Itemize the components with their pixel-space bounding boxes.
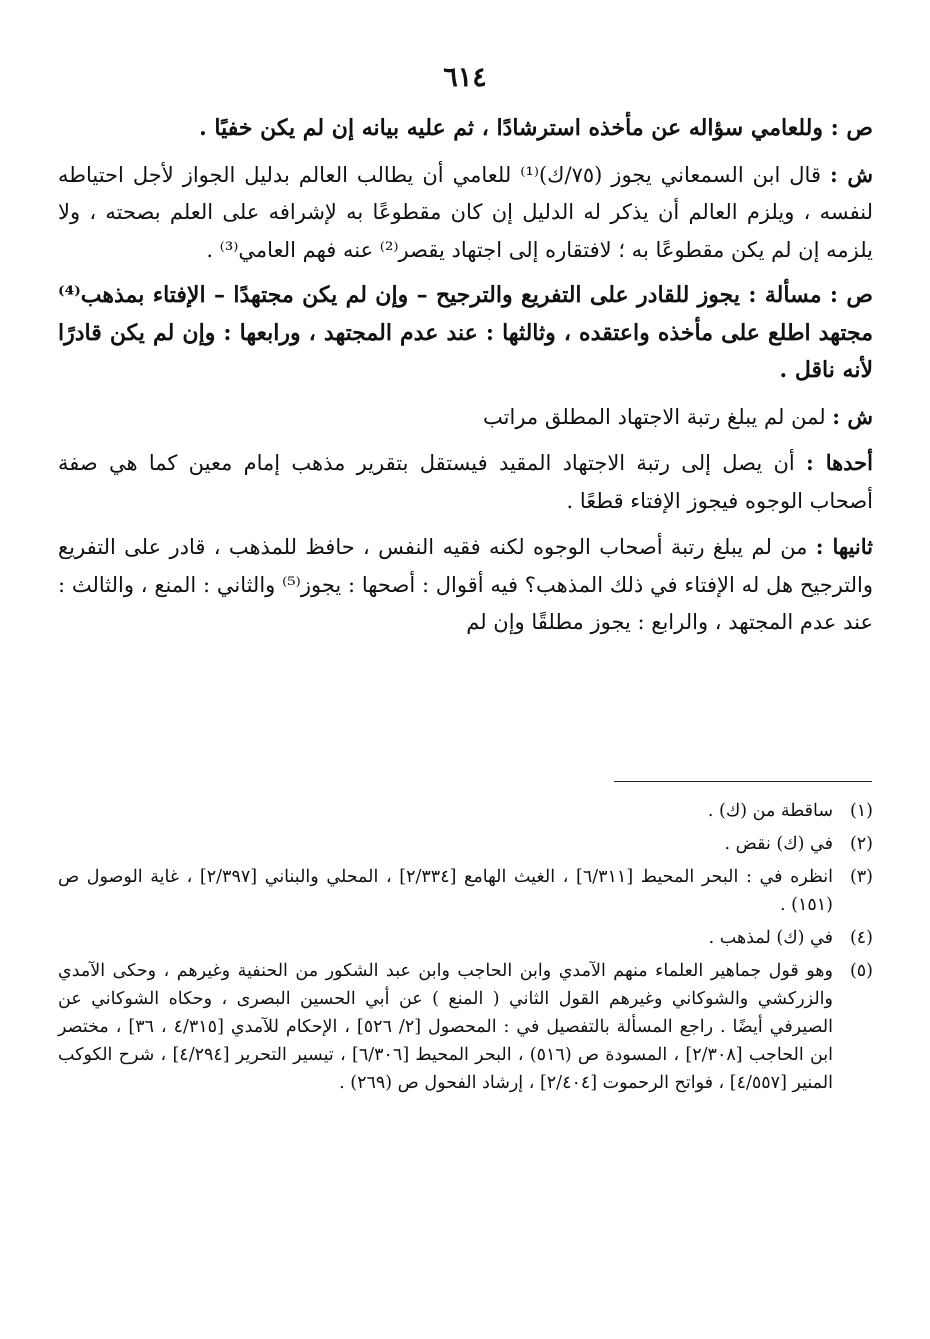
footnote — [58, 924, 873, 952]
footnote — [58, 797, 873, 825]
footnote-number: (٤) — [849, 928, 873, 948]
footnote-number: (٣) — [849, 867, 873, 887]
footnote — [58, 830, 873, 858]
paragraph-lead: أحدها : — [806, 450, 874, 475]
footnote — [58, 863, 873, 919]
paragraph-lead: ص : — [829, 282, 873, 308]
footnote-text: في (ك) لمذهب . — [708, 928, 833, 948]
footnote — [58, 957, 873, 1097]
page-number: ٦١٤ — [443, 62, 487, 93]
paragraph-matn-2 — [58, 277, 873, 390]
paragraph-text: لمن لم يبلغ رتبة الاجتهاد المطلق مراتب — [483, 404, 833, 429]
footnotes — [58, 797, 873, 1102]
footnote-number: (١) — [849, 801, 873, 821]
paragraph-text: وللعامي سؤاله عن مأخذه استرشادًا ، ثم عليه بيانه إن لم يكن خفيًا . — [199, 115, 831, 141]
footnote-number: (٥) — [849, 961, 873, 981]
paragraph-text: من لم يبلغ رتبة أصحاب الوجوه لكنه فقيه النفس ، حافظ للمذهب ، قادر على التفريع والترجيح هل له الإفتاء في ذلك المذهب؟ فيه أقوال : أصحها : يجوز⁽⁵⁾ والثاني : المنع ، والثالث : عند عدم المجتهد ، والرابع : يجوز مطلقًا وإن لم — [58, 535, 873, 634]
paragraph-sharh-2 — [58, 398, 873, 437]
paragraph-first-rank — [58, 444, 873, 520]
paragraph-lead: ش : — [832, 403, 873, 429]
footnote-separator — [614, 781, 872, 782]
paragraph-matn-1 — [58, 110, 873, 148]
main-text — [58, 110, 873, 650]
paragraph-lead: ثانيها : — [815, 534, 873, 559]
paragraph-second-rank — [58, 528, 873, 642]
footnote-text: وهو قول جماهير العلماء منهم الآمدي وابن الحاجب وابن عبد الشكور من الحنفية وغيرهم ، وحكى الآمدي والزركشي والشوكاني وغيرهم القول الثاني ( المنع ) عن أبي الحسين البصرى ، وحكاه الشوكاني عن الصيرفي أيضًا . راجع المسألة بالتفصيل في : المحصول [٢/ ٥٢٦] ، الإحكام للآمدي [٤/٣١٥ ، ٣٦] ، مختصر ابن الحاجب [٢/٣٠٨] ، المسودة ص (٥١٦) ، البحر المحيط [٦/٣٠٦] ، تيسير التحرير [٤/٢٩٤] ، شرح الكوكب المنير [٤/٥٥٧] ، فواتح الرحموت [٢/٤٠٤] ، إرشاد الفحول ص (٢٦٩) . — [58, 961, 833, 1093]
footnote-number: (٢) — [849, 834, 873, 854]
paragraph-text: أن يصل إلى رتبة الاجتهاد المقيد فيستقل بتقرير مذهب إمام معين كما هي صفة أصحاب الوجوه فيجوز الإفتاء قطعًا . — [58, 451, 873, 513]
footnote-text: انظره في : البحر المحيط [٦/٣١١] ، الغيث الهامع [٢/٣٣٤] ، المحلي والبناني [٢/٣٩٧] ، غاية الوصول ص (١٥١) . — [58, 867, 833, 915]
footnote-text: ساقطة من (ك) . — [707, 801, 833, 821]
paragraph-sharh-1 — [58, 156, 873, 270]
footnote-text: في (ك) نقض . — [724, 834, 833, 854]
paragraph-text: قال ابن السمعاني يجوز (٧٥/ك)⁽¹⁾ للعامي أن يطالب العالم بدليل الجواز لأجل احتياطه لنفسه ، ويلزم العالم أن يذكر له الدليل إن كان مقطوعًا به لإشرافه على العلم بصحته ، ولا يلزمه إن لم يكن مقطوعًا به ؛ لافتقاره إلى اجتهاد يقصر⁽²⁾ عنه فهم العامي⁽³⁾ . — [58, 162, 873, 262]
paragraph-text: مسألة : يجوز للقادر على التفريع والترجيح – وإن لم يكن مجتهدًا – الإفتاء بمذهب⁽⁴⁾ مجتهد اطلع على مأخذه واعتقده ، وثالثها : عند عدم المجتهد ، ورابعها : وإن لم يكن قادرًا لأنه ناقل . — [58, 282, 873, 383]
paragraph-lead: ش : — [829, 161, 873, 187]
paragraph-lead: ص : — [830, 115, 873, 141]
